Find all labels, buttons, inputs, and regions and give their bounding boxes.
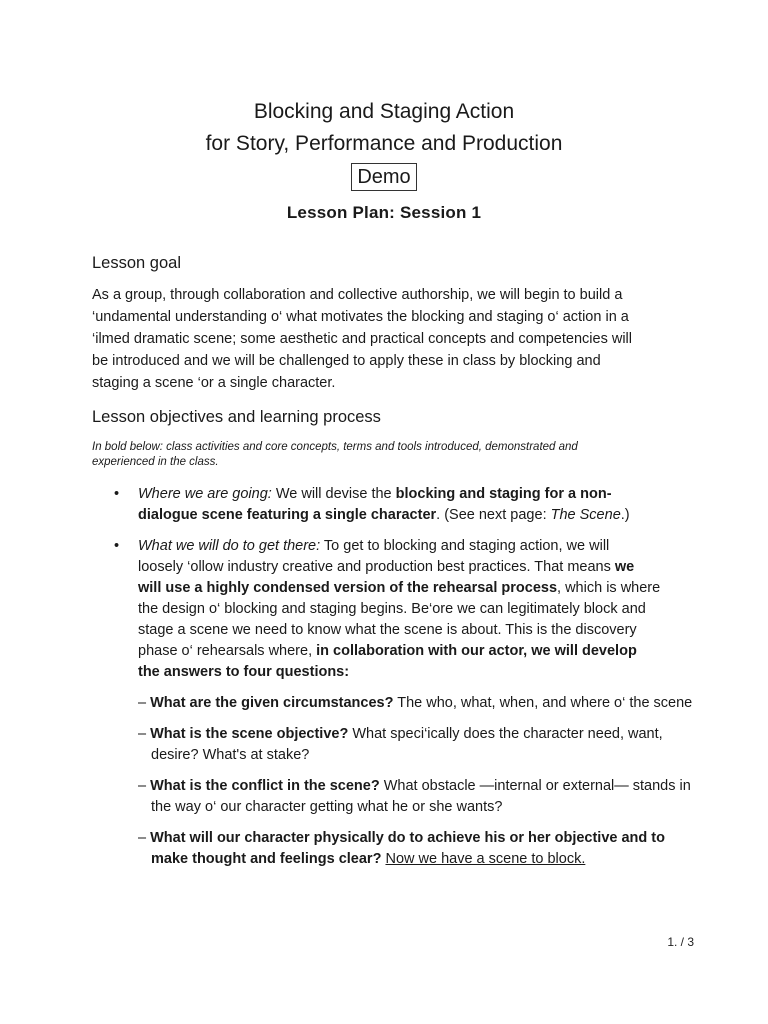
- bullet-text: To get to blocking and staging action, we will: [320, 538, 610, 554]
- demo-badge: Demo: [351, 163, 416, 191]
- bullet-icon: •: [114, 538, 120, 554]
- bullet-italic: The Scene: [550, 507, 621, 523]
- question-item: [138, 724, 698, 766]
- lesson-plan-title: Lesson Plan: Session 1: [286, 203, 482, 222]
- title-line-1: Blocking and Staging Action: [253, 100, 515, 123]
- bullet-bold: blocking and staging for a non-: [395, 486, 612, 502]
- dash: –: [138, 830, 151, 846]
- bullet-where-going: [114, 484, 704, 526]
- goal-heading: Lesson goal: [92, 254, 181, 272]
- goal-line: staging a scene ‘or a single character.: [92, 375, 336, 391]
- question-text: What is the conflict in the scene?: [150, 778, 380, 794]
- note-line: experienced in the class.: [92, 456, 219, 468]
- question-list: [138, 693, 698, 880]
- objectives-heading: Lesson objectives and learning process: [92, 408, 381, 426]
- bullet-lead: Where we are going:: [138, 486, 272, 502]
- goal-paragraph: [92, 284, 698, 394]
- goal-line: As a group, through collaboration and collective authorship, we will begin to build a: [92, 287, 623, 303]
- bullet-text: . (See next page:: [436, 507, 551, 523]
- dash: –: [138, 778, 151, 794]
- goal-line: ‘undamental understanding o‘ what motivates the blocking and staging o‘ action in a: [92, 309, 629, 325]
- bullet-lead: What we will do to get there:: [138, 538, 321, 554]
- bullet-bold: the answers to four questions:: [138, 664, 350, 680]
- bullet-bold: dialogue scene featuring a single character: [138, 507, 437, 523]
- demo-badge-wrap: [0, 163, 768, 191]
- scene-block-link[interactable]: Now we have a scene to block.: [385, 851, 586, 867]
- bullet-bold: will use a highly condensed version of the rehearsal process: [138, 580, 558, 596]
- question-item: [138, 828, 698, 870]
- question-text: What will our character physically do to achieve his or her objective and to make thought and feelings clear?: [150, 830, 665, 867]
- objectives-section: [92, 408, 698, 427]
- bullet-text: loosely ‘ollow industry creative and production best practices. That means: [138, 559, 615, 575]
- list-item: [114, 484, 704, 526]
- question-item: [138, 693, 698, 714]
- page-number: 1. / 3: [667, 935, 694, 949]
- list-item: [114, 536, 704, 683]
- dash: –: [138, 726, 151, 742]
- goal-section: [92, 254, 698, 273]
- question-text: What are the given circumstances?: [150, 695, 394, 711]
- question-item: [138, 776, 698, 818]
- question-text: What is the scene objective?: [150, 726, 349, 742]
- bullet-text: .): [620, 507, 630, 523]
- bullet-bold: we: [614, 559, 635, 575]
- objectives-note: [92, 440, 698, 470]
- bullet-text: phase o‘ rehearsals where,: [138, 643, 317, 659]
- bullet-bold: in collaboration with our actor, we will develop: [316, 643, 637, 659]
- bullet-text: stage a scene we need to know what the scene is about. This is the discovery: [138, 622, 637, 638]
- note-line: In bold below: class activities and core concepts, terms and tools introduced, demonstrated and: [92, 441, 578, 453]
- bullet-text: , which is where: [557, 580, 661, 596]
- answer-text: What speci‘ically does the character need, want, desire? What's at stake?: [151, 726, 663, 763]
- goal-line: ‘ilmed dramatic scene; some aesthetic and practical concepts and competencies will: [92, 331, 632, 347]
- bullet-text: We will devise the: [271, 486, 396, 502]
- bullet-text: the design o‘ blocking and staging begins. Be‘ore we can legitimately block and: [138, 601, 646, 617]
- title-line-2: for Story, Performance and Production: [205, 132, 563, 155]
- document-title: [0, 96, 768, 160]
- dash: –: [138, 695, 151, 711]
- bullet-icon: •: [114, 486, 120, 502]
- answer-text: The who, what, when, and where o‘ the scene: [393, 695, 693, 711]
- answer-text: What obstacle —internal or external— stands in the way o‘ our character getting what he or she wants?: [151, 778, 691, 815]
- bullet-what-do: [114, 536, 704, 683]
- goal-line: be introduced and we will be challenged to apply these in class by blocking and: [92, 353, 601, 369]
